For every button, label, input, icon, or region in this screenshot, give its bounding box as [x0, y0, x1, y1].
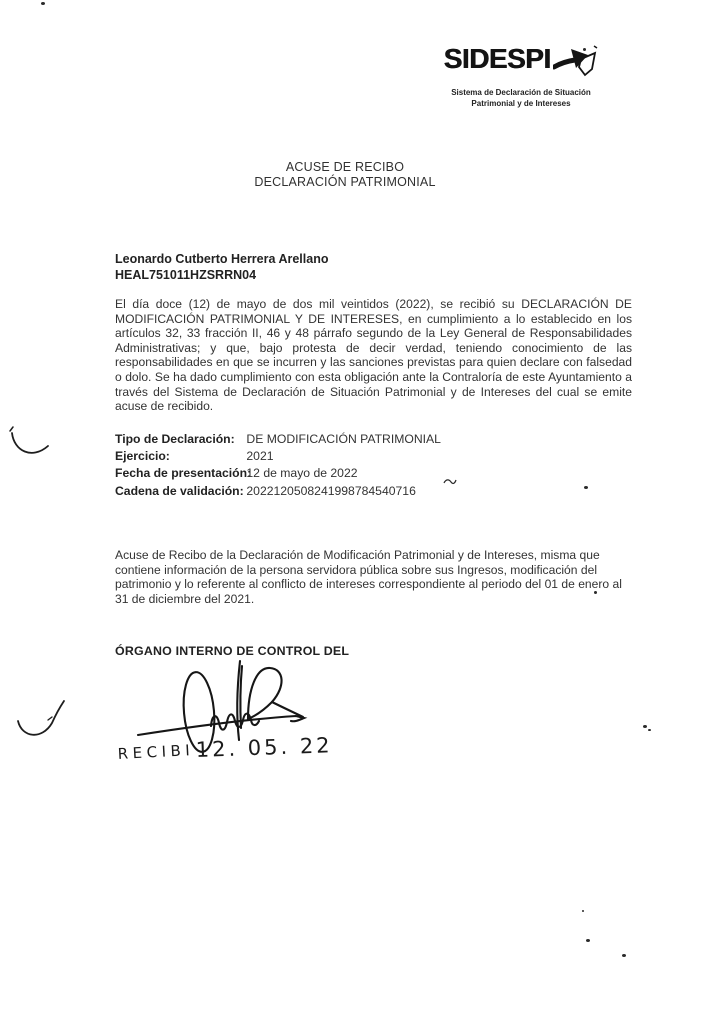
- logo-tagline-line2: Patrimonial y de Intereses: [471, 99, 571, 108]
- logo-tagline-line1: Sistema de Declaración de Situación: [451, 88, 591, 97]
- field-value: 2021: [246, 449, 274, 464]
- field-value: 12 de mayo de 2022: [246, 466, 358, 481]
- field-label: Ejercicio:: [115, 449, 170, 464]
- signature-heading: ÓRGANO INTERNO DE CONTROL DEL: [115, 644, 350, 658]
- scan-speck: [584, 486, 588, 489]
- recipient-name: Leonardo Cutberto Herrera Arellano: [115, 252, 329, 266]
- field-row-ejercicio: [115, 448, 441, 465]
- recipient-block: [115, 252, 328, 283]
- margin-pen-mark-bottom: [10, 693, 68, 743]
- document-title-line2: DECLARACIÓN PATRIMONIAL: [254, 175, 436, 189]
- scan-speck: [583, 48, 586, 51]
- scan-speck: [648, 729, 651, 731]
- field-row-fecha: [115, 465, 441, 482]
- handwritten-received-date: 12. 05. 22: [195, 733, 333, 762]
- logo-wordmark: SIDESPI: [443, 43, 551, 74]
- recipient-curp: HEAL751011HZSRRN04: [115, 267, 257, 282]
- field-value: DE MODIFICACIÓN PATRIMONIAL: [246, 432, 441, 446]
- document-title-line1: ACUSE DE RECIBO: [285, 160, 405, 174]
- logo-arrow-icon: [553, 44, 599, 87]
- scan-speck: [594, 591, 597, 594]
- field-row-tipo: [115, 431, 441, 448]
- scan-speck: [582, 910, 584, 912]
- scan-speck: [586, 939, 590, 942]
- scan-mark-tilde: [443, 477, 457, 487]
- handwritten-received-note: RECIBI: [117, 741, 195, 763]
- declaration-fields: [115, 431, 441, 500]
- scan-speck: [622, 954, 626, 957]
- field-row-cadena: [115, 483, 441, 500]
- field-label: Tipo de Declaración:: [115, 432, 235, 446]
- field-label: Fecha de presentación:: [115, 466, 252, 481]
- handwritten-signature: [98, 656, 388, 774]
- field-label: Cadena de validación:: [115, 483, 244, 498]
- body-paragraph-2: Acuse de Recibo de la Declaración de Modificación Patrimonial y de Intereses, misma que contiene información de la persona servidora pública sobre sus Ingresos, modificación del patrimonio y lo referente al conflicto de intereses correspondiente al periodo del 01 de enero al 31 de diciembre del 2021.: [115, 548, 622, 606]
- document-title: [0, 160, 690, 190]
- margin-pen-mark-top: [4, 423, 56, 469]
- body-paragraph-1: El día doce (12) de mayo de dos mil veintidos (2022), se recibió su DECLARACIÓN DE MODIFICACIÓN PATRIMONIAL Y DE INTERESES, en cumplimiento a lo establecido en los artículos 32, 33 fracción II, 46 y 48 párrafo segundo de la Ley General de Responsabilidades Administrativas; y que, bajo protesta de decir verdad, teniendo conocimiento de las responsabilidades en que se incurren y las sanciones previstas para quien declare con falsedad o dolo. Se ha dado cumplimiento con esta obligación ante la Contraloría de este Ayuntamiento a través del Sistema de Declaración de Situación Patrimonial y de Intereses del cual se emite acuse de recibido.: [115, 297, 632, 414]
- field-value: 2022120508241998784540716: [246, 483, 416, 498]
- scan-speck: [643, 725, 647, 728]
- logo-block: [445, 44, 597, 109]
- scan-speck: [41, 2, 45, 5]
